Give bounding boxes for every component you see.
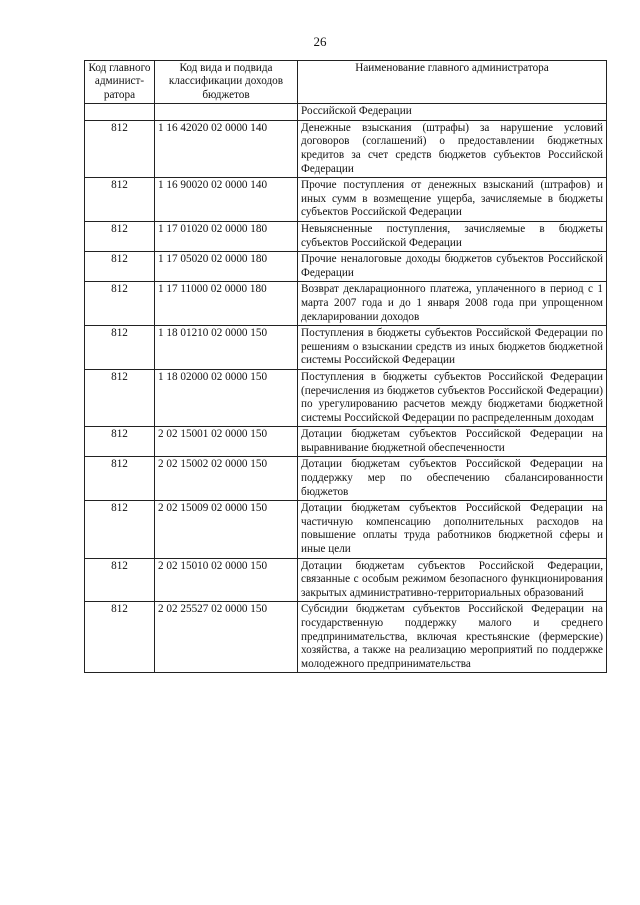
- table-row: [85, 427, 607, 457]
- kbk-code-cell: 1 18 01210 02 0000 150: [155, 326, 298, 370]
- kbk-code-cell: 1 18 02000 02 0000 150: [155, 369, 298, 426]
- table-header-row: [85, 61, 607, 104]
- table-row: [85, 282, 607, 326]
- kbk-code-cell: 1 16 42020 02 0000 140: [155, 120, 298, 177]
- admin-code-cell: 812: [85, 427, 155, 457]
- table-row: [85, 221, 607, 251]
- admin-code-cell: 812: [85, 282, 155, 326]
- admin-code-cell: 812: [85, 501, 155, 558]
- admin-name-cell: Денежные взыскания (штрафы) за нарушение условий договоров (соглашений) о предоставлении бюджетных кредитов за счет средств бюджетов субъектов Российской Федерации: [298, 120, 607, 177]
- admin-name-cell: Дотации бюджетам субъектов Российской Федерации, связанные с особым режимом безопасного функционирования закрытых административно-территориальных образований: [298, 558, 607, 602]
- admin-name-cell: Возврат декларационного платежа, уплаченного в период с 1 марта 2007 года и до 1 января 2008 года при упрощенном декларировании доходов: [298, 282, 607, 326]
- header-admin-name: Наименование главного администратора: [298, 61, 607, 104]
- admin-name-cell: Дотации бюджетам субъектов Российской Федерации на выравнивание бюджетной обеспеченности: [298, 427, 607, 457]
- kbk-code-cell: 1 17 05020 02 0000 180: [155, 252, 298, 282]
- admin-code-cell: 812: [85, 602, 155, 673]
- table-row: [85, 457, 607, 501]
- kbk-code-cell: 2 02 25527 02 0000 150: [155, 602, 298, 673]
- admin-name-cell: Поступления в бюджеты субъектов Российской Федерации по решениям о взыскании средств из иных бюджетов бюджетной системы Российской Федерации: [298, 326, 607, 370]
- continuation-name-cell: Российской Федерации: [298, 104, 607, 121]
- admin-name-cell: Дотации бюджетам субъектов Российской Федерации на поддержку мер по обеспечению сбалансированности бюджетов: [298, 457, 607, 501]
- kbk-code-cell: 2 02 15001 02 0000 150: [155, 427, 298, 457]
- admin-code-cell: 812: [85, 252, 155, 282]
- kbk-code-cell: 2 02 15009 02 0000 150: [155, 501, 298, 558]
- continuation-kbk-cell: [155, 104, 298, 121]
- table-row: [85, 558, 607, 602]
- admin-name-cell: Дотации бюджетам субъектов Российской Федерации на частичную компенсацию дополнительных расходов на повышение оплаты труда работников бюджетной сферы и иные цели: [298, 501, 607, 558]
- table-row: [85, 602, 607, 673]
- header-kbk-code: Код вида и подвида классификации доходов бюджетов: [155, 61, 298, 104]
- continuation-code-cell: [85, 104, 155, 121]
- page-number: 26: [313, 34, 327, 49]
- admin-name-cell: Невыясненные поступления, зачисляемые в бюджеты субъектов Российской Федерации: [298, 221, 607, 251]
- table-row: [85, 326, 607, 370]
- admin-name-cell: Прочие поступления от денежных взысканий (штрафов) и иных сумм в возмещение ущерба, зачисляемые в бюджеты субъектов Российской Федерации: [298, 178, 607, 222]
- kbk-code-cell: 1 17 01020 02 0000 180: [155, 221, 298, 251]
- admin-name-cell: Субсидии бюджетам субъектов Российской Федерации на государственную поддержку малого и среднего предпринимательства, включая крестьянские (фермерские) хозяйства, а также на реализацию мероприятий по поддержке молодежного предпринимательства: [298, 602, 607, 673]
- admin-code-cell: 812: [85, 457, 155, 501]
- admin-code-cell: 812: [85, 120, 155, 177]
- revenue-administrators-table: [84, 60, 607, 673]
- admin-code-cell: 812: [85, 558, 155, 602]
- table-row: [85, 178, 607, 222]
- continuation-row: [85, 104, 607, 121]
- admin-name-cell: Поступления в бюджеты субъектов Российской Федерации (перечисления из бюджетов субъектов Российской Федерации) по урегулированию расчетов между бюджетами бюджетной системы Российской Федерации по распределенным доходам: [298, 369, 607, 426]
- table-row: [85, 252, 607, 282]
- kbk-code-cell: 2 02 15002 02 0000 150: [155, 457, 298, 501]
- admin-code-cell: 812: [85, 221, 155, 251]
- admin-name-cell: Прочие неналоговые доходы бюджетов субъектов Российской Федерации: [298, 252, 607, 282]
- table-row: [85, 120, 607, 177]
- kbk-code-cell: 1 17 11000 02 0000 180: [155, 282, 298, 326]
- kbk-code-cell: 1 16 90020 02 0000 140: [155, 178, 298, 222]
- admin-code-cell: 812: [85, 178, 155, 222]
- admin-code-cell: 812: [85, 369, 155, 426]
- header-admin-code: Код главного админист-ратора: [85, 61, 155, 104]
- table-row: [85, 501, 607, 558]
- kbk-code-cell: 2 02 15010 02 0000 150: [155, 558, 298, 602]
- admin-code-cell: 812: [85, 326, 155, 370]
- table-row: [85, 369, 607, 426]
